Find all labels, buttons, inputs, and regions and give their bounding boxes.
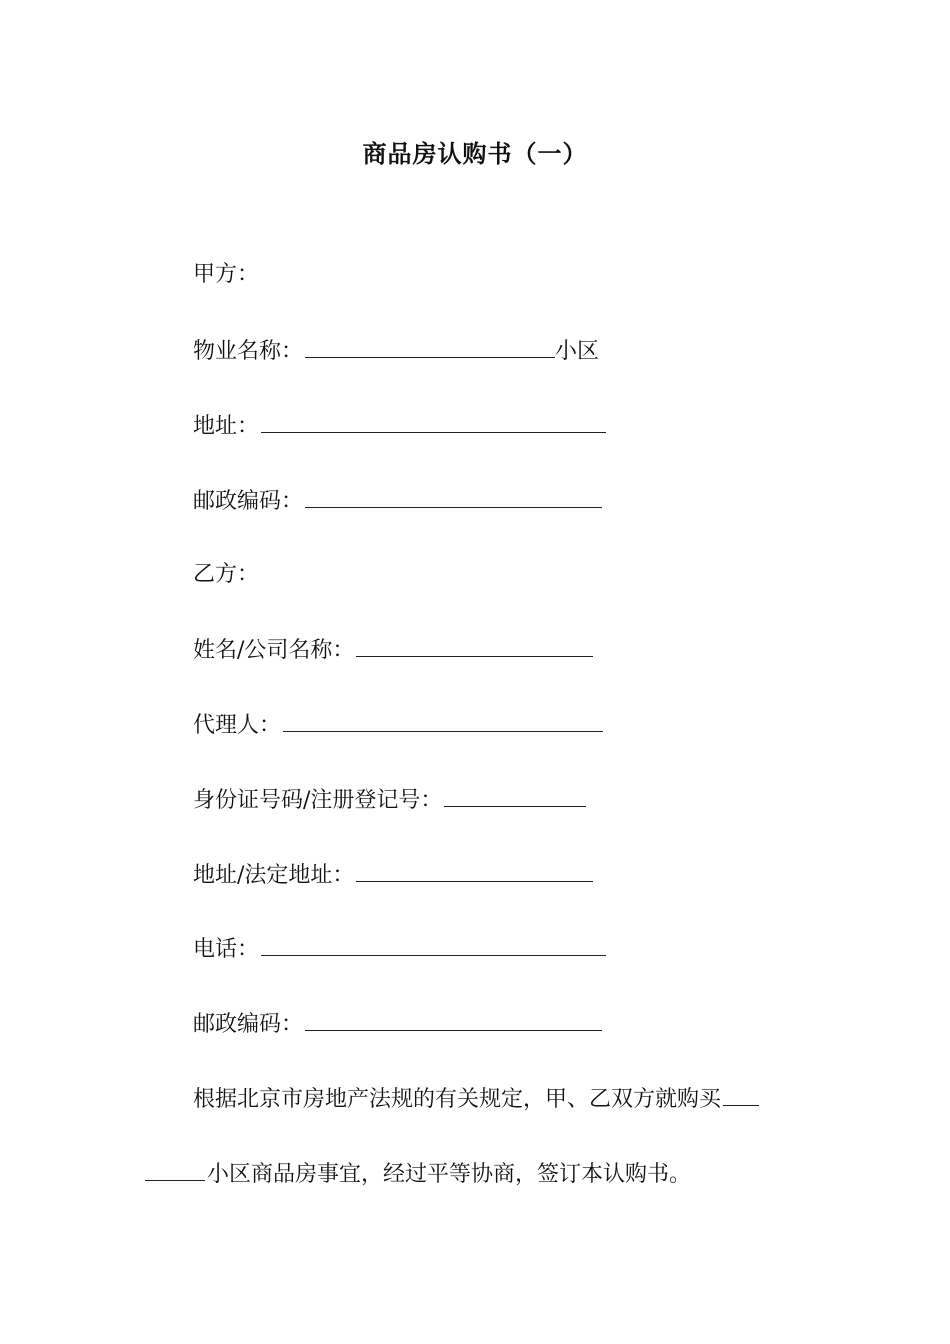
property-name-row (193, 333, 599, 369)
id-number-row (193, 782, 586, 818)
party-b-address-field[interactable] (356, 857, 593, 882)
party-b-name-label: 姓名/公司名称： (193, 638, 355, 663)
phone-field[interactable] (261, 931, 606, 956)
party-a-row (193, 258, 259, 292)
property-blank-start[interactable] (723, 1081, 759, 1106)
party-a-postal-label: 邮政编码： (193, 489, 304, 514)
party-b-address-row (193, 857, 593, 893)
party-b-address-label: 地址/法定地址： (193, 863, 355, 888)
party-a-postal-field[interactable] (305, 483, 602, 508)
property-name-field[interactable] (305, 333, 555, 358)
document-title: 商品房认购书（一） (362, 139, 588, 168)
id-number-label: 身份证号码/注册登记号： (193, 788, 443, 813)
party-b-postal-field[interactable] (305, 1006, 602, 1031)
party-b-postal-row (193, 1006, 602, 1042)
property-name-suffix: 小区 (555, 339, 600, 364)
party-b-row (193, 558, 259, 592)
party-b-name-row (193, 632, 593, 668)
party-b-postal-label: 邮政编码： (193, 1012, 304, 1037)
property-blank-end[interactable] (145, 1156, 205, 1181)
body-text-line-2: 小区商品房事宜，经过平等协商，签订本认购书。 (207, 1162, 692, 1187)
party-a-address-field[interactable] (261, 408, 606, 433)
party-a-label: 甲方： (193, 262, 260, 287)
party-a-address-row (193, 408, 606, 444)
party-b-name-field[interactable] (356, 632, 593, 657)
property-name-label: 物业名称： (193, 339, 304, 364)
agent-field[interactable] (283, 707, 603, 732)
party-a-address-label: 地址： (193, 414, 260, 439)
agent-label: 代理人： (193, 713, 282, 738)
party-b-label: 乙方： (193, 562, 260, 587)
phone-row (193, 931, 606, 967)
body-paragraph-line-1 (193, 1081, 759, 1117)
party-a-postal-row (193, 483, 602, 519)
body-text-line-1: 根据北京市房地产法规的有关规定，甲、乙双方就购买 (193, 1087, 722, 1112)
phone-label: 电话： (193, 937, 260, 962)
body-paragraph-line-2 (145, 1156, 691, 1192)
agent-row (193, 707, 603, 743)
id-number-field[interactable] (444, 782, 586, 807)
